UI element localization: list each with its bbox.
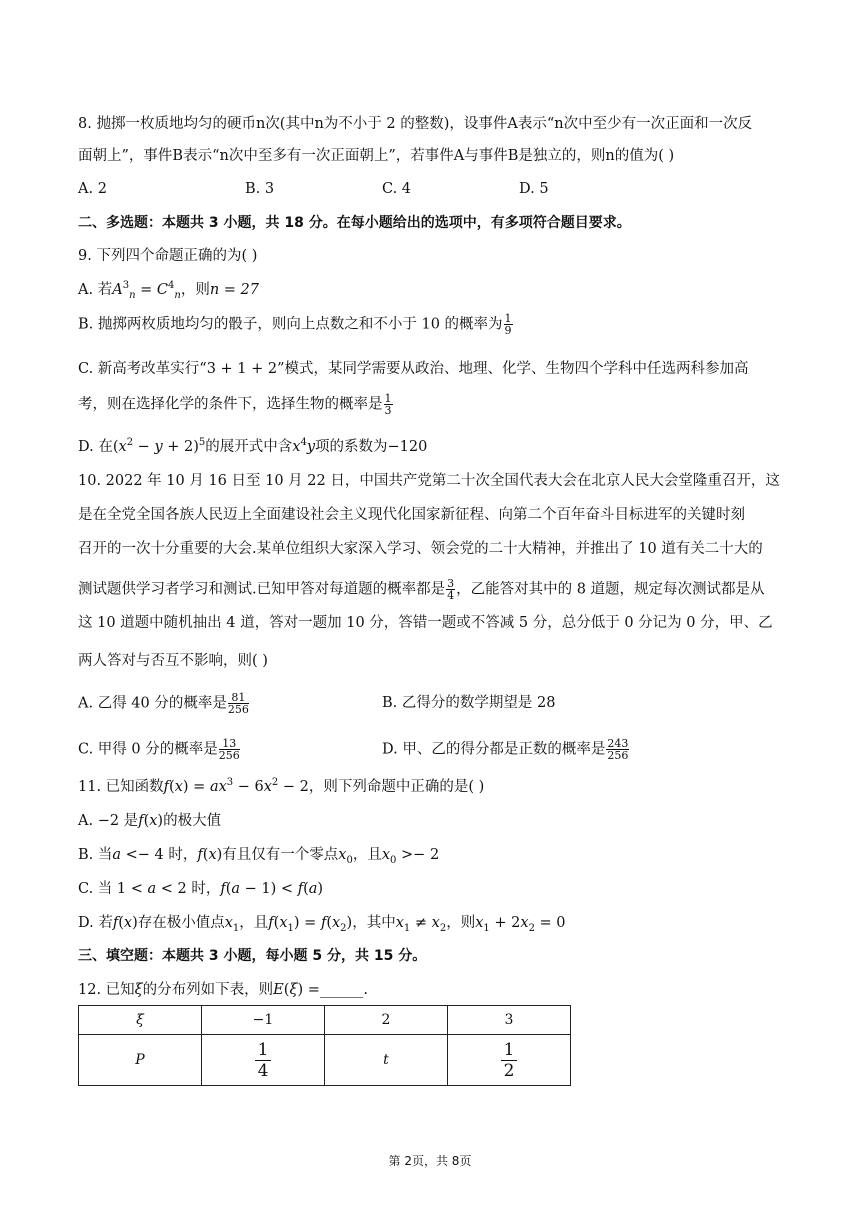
table-cell: −1 — [202, 1006, 325, 1035]
q8-option-b: B. 3 — [245, 181, 275, 197]
q8-option-a: A. 2 — [78, 181, 107, 197]
q9-d-mid: 的展开式中含 — [205, 439, 293, 455]
q10-line4-b: ，乙能答对其中的 8 道题，规定每次测试都是从 — [456, 581, 765, 598]
table-cell: 2 — [325, 1006, 448, 1035]
q10-line6: 两人答对与否互不影响，则( ) — [78, 653, 268, 669]
q9-option-c-line2 — [78, 393, 783, 416]
section-2-heading: 二、多选题：本题共 3 小题，共 18 分。在每小题给出的选项中，有多项符合题目要求。 — [78, 215, 631, 231]
q11-option-d: D. 若f(x)存在极小值点$x_1$，且$f(x_1) = f(x_2)$，其中$x_1 \ne x_2$，则$x_1 + 2x_2 = 0$ — [78, 915, 566, 934]
table-cell: t — [325, 1035, 448, 1086]
q10-line4 — [78, 578, 783, 601]
q10-fraction: $\frac{3}{4}$ — [447, 577, 455, 602]
table-cell: 3 — [448, 1006, 571, 1035]
q9-a-value: n = 27 — [209, 282, 259, 298]
q10-option-c: C. 甲得 0 分的概率是 $\frac{13}{256}$ — [78, 737, 240, 762]
q10-line2: 是在全党全国各族人民迈上全面建设社会主义现代化国家新征程、向第二个百年奋斗目标进军的关键时刻 — [78, 507, 745, 523]
q10-line4-a: 测试题供学习者学习和测试.已知甲答对每道题的概率都是 — [78, 581, 446, 598]
q9-option-b — [78, 313, 783, 336]
q9-b-fraction: $\frac{1}{9}$ — [504, 312, 512, 337]
page-footer: 第 2页，共 8页 — [388, 1154, 472, 1168]
table-row — [79, 1035, 571, 1086]
q11-stem: 11. 已知函数$f(x) = ax^3 - 6x^2 - 2$，则下列命题中正确的是( ) — [78, 777, 485, 795]
table-row — [79, 1006, 571, 1035]
table-cell: ξ — [79, 1006, 202, 1035]
q9-option-c-line1: C. 新高考改革实行“3 + 1 + 2”模式，某同学需要从政治、地理、化学、生物四个学科中任选两科参加高 — [78, 361, 749, 377]
q9-d-prefix: D. 在 — [78, 439, 113, 455]
distribution-table — [78, 1005, 571, 1086]
q10-option-a: A. 乙得 40 分的概率是 $\frac{81}{256}$ — [78, 691, 249, 716]
q11-option-a: A. −2 是f(x)的极大值 — [78, 813, 222, 829]
q9-option-d: D. 在$(x^2 - y + 2)^5$的展开式中含$x^4y$项的系数为−120 — [78, 437, 428, 455]
q8-line2: 面朝上”，事件B表示“n次中至多有一次正面朝上”，若事件A与事件B是独立的，则n的值为( ) — [78, 148, 675, 164]
q11-option-c: C. 当 1 < a < 2 时，f(a − 1) < f(a) — [78, 881, 324, 897]
q9-b-text: B. 抛掷两枚质地均匀的骰子，则向上点数之和不小于 10 的概率为 — [78, 316, 503, 333]
q10-line1: 10. 2022 年 10 月 16 日至 10 月 22 日，中国共产党第二十次全国代表大会在北京人民大会堂隆重召开，这 — [78, 473, 780, 489]
q10-option-d: D. 甲、乙的得分都是正数的概率是 $\frac{243}{256}$ — [382, 737, 629, 762]
q9-stem: 9. 下列四个命题正确的为( ) — [78, 248, 258, 264]
section-3-heading: 三、填空题：本题共 3 小题，每小题 5 分，共 15 分。 — [78, 948, 427, 964]
q8-option-c: C. 4 — [382, 181, 412, 197]
table-cell: P — [79, 1035, 202, 1086]
q8-option-d: D. 5 — [519, 181, 549, 197]
table-cell: $\frac{1}{2}$ — [448, 1035, 571, 1086]
q11-option-b: B. 当a <− 4 时，f(x)有且仅有一个零点$x_0$，且$x_0 >- 2$ — [78, 847, 440, 866]
q9-c-text: 考，则在选择化学的条件下，选择生物的概率是 — [78, 396, 383, 413]
q9-option-a: A. 若$A^3_n = C^4_n$，则n = 27 — [78, 280, 259, 301]
q10-line3: 召开的一次十分重要的大会.某单位组织大家深入学习、领会党的二十大精神，并推出了 10 道有关二十大的 — [78, 541, 763, 557]
q9-a-then: ，则 — [180, 282, 210, 298]
q9-a-prefix: A. 若 — [78, 282, 113, 298]
q10-line5: 这 10 道题中随机抽出 4 道，答对一题加 10 分，答错一题或不答减 5 分，总分低于 0 分记为 0 分，甲、乙 — [78, 615, 773, 631]
q9-d-suffix: 项的系数为−120 — [315, 439, 428, 455]
table-cell: $\frac{1}{4}$ — [202, 1035, 325, 1086]
q9-c-fraction: $\frac{1}{3}$ — [384, 392, 392, 417]
q10-option-b: B. 乙得分的数学期望是 28 — [382, 695, 556, 711]
q12-stem: 12. 已知ξ的分布列如下表，则E(ξ) =______. — [78, 982, 368, 998]
q8-line1: 8. 抛掷一枚质地均匀的硬币n次(其中n为不小于 2 的整数)，设事件A表示“n次中至少有一次正面和一次反 — [78, 116, 753, 132]
